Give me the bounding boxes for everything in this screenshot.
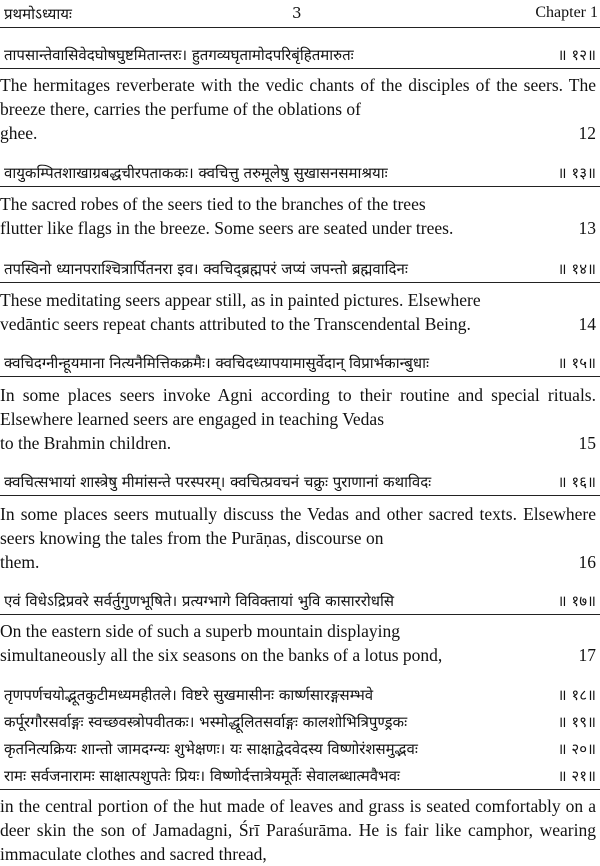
verse-divider	[0, 495, 600, 496]
translation-text: flutter like flags in the breeze. Some seers are seated under trees.	[0, 218, 454, 238]
verse-line	[0, 350, 600, 376]
translation	[0, 794, 596, 866]
verse-number: ॥ २१॥	[557, 767, 596, 785]
translation	[0, 288, 596, 336]
translation-text: These meditating seers appear still, as in painted pictures. Elsewhere	[0, 290, 481, 310]
verse-line	[0, 736, 600, 762]
header-divider	[0, 27, 600, 28]
verse-number: ॥ १२॥	[557, 46, 596, 64]
verse-text: कृतनित्यक्रियः शान्तो जामदग्न्यः शुभेक्षणः। यः साक्षाद्वेदवेदस्य विष्णोरंशसमुद्भवः	[4, 740, 418, 758]
translation-last-line	[0, 312, 596, 336]
verse-number: ॥ २०॥	[557, 740, 596, 758]
chapter-title-sanskrit: प्रथमोऽध्यायः	[4, 5, 72, 23]
translation-text: them.	[0, 552, 40, 572]
verse-divider	[0, 614, 600, 615]
verse-number: ॥ १४॥	[557, 260, 596, 278]
translation	[0, 619, 596, 667]
translation	[0, 73, 596, 145]
verse-text: वायुकम्पितशाखाग्रबद्धचीरपताककः। क्वचित्तु तरुमूलेषु सुखासनसमाश्रयाः	[4, 164, 388, 182]
verse-number: ॥ १८॥	[557, 686, 596, 704]
translation-text: In some places seers invoke Agni according to their routine and special rituals. Elsewhere learned seers are engaged in teaching Vedas	[0, 385, 596, 429]
translation-last-line	[0, 121, 596, 145]
translation-ref: 13	[578, 218, 596, 238]
verse-divider	[0, 68, 600, 69]
translation-last-line	[0, 550, 596, 574]
verse-divider	[0, 186, 600, 187]
translation-text: vedāntic seers repeat chants attributed to the Transcendental Being.	[0, 314, 471, 334]
verse-number: ॥ १९॥	[557, 713, 596, 731]
translation-ref: 17	[578, 645, 596, 665]
verse-text: कर्पूरगौरसर्वाङ्गः स्वच्छवस्त्रोपवीतकः। भस्मोद्धूलितसर्वाङ्गः कालशोभित्रिपुण्ड्रकः	[4, 713, 408, 731]
translation-last-line	[0, 431, 596, 455]
translation-ref: 12	[578, 123, 596, 143]
verse-line	[0, 588, 600, 614]
translation-ref: 14	[578, 314, 596, 334]
translation	[0, 502, 596, 574]
verse-text: तृणपर्णचयोद्भूतकुटीमध्यमहीतले। विष्टरे सुखमासीनः कार्ष्णसारङ्गसम्भवे	[4, 686, 374, 704]
translation	[0, 383, 596, 455]
translation-last-line	[0, 216, 596, 240]
verse-line	[0, 682, 600, 708]
translation-text: simultaneously all the six seasons on the banks of a lotus pond,	[0, 645, 443, 665]
page-number: 3	[292, 4, 302, 22]
translation	[0, 192, 596, 240]
verse-divider	[0, 789, 600, 790]
translation-text: In some places seers mutually discuss the Vedas and other sacred texts. Elsewhere seers knowing the tales from the Purāṇas, discourse on	[0, 504, 596, 548]
verse-text: तापसान्तेवासिवेदघोषघुष्टमितान्तरः। हुतगव्यघृतामोदपरिबृंहितमारुतः	[4, 46, 354, 64]
verse-number: ॥ १५॥	[557, 354, 596, 372]
page-header	[0, 0, 600, 26]
verse-text: क्वचिदग्नीन्हूयमाना नित्यनैमित्तिकक्रमैः। क्वचिदध्यापयामासुर्वेदान् विप्रार्भकान्बुधाः	[4, 354, 429, 372]
translation-ref: 15	[578, 433, 596, 453]
verse-text: रामः सर्वजनारामः साक्षात्पशुपतेः प्रियः। विष्णोर्दत्तात्रेयमूर्तेः सेवालब्धात्मवैभवः	[4, 767, 400, 785]
verse-line	[0, 709, 600, 735]
chapter-label: Chapter 1	[535, 4, 598, 21]
verse-divider	[0, 376, 600, 377]
translation-ref: 16	[578, 552, 596, 572]
translation-last-line	[0, 643, 596, 667]
translation-text: in the central portion of the hut made of leaves and grass is seated comfortably on a deer skin the son of Jamadagni, Śrī Paraśurāma. He is fair like camphor, wearing immaculate clothes and sacred thread,	[0, 796, 596, 864]
verse-text: तपस्विनो ध्यानपराश्चित्रार्पितनरा इव। क्वचिद्ब्रह्मपरं जप्यं जपन्तो ब्रह्मवादिनः	[4, 260, 408, 278]
translation-text: The sacred robes of the seers tied to the branches of the trees	[0, 194, 426, 214]
translation-text: The hermitages reverberate with the vedic chants of the disciples of the seers. The breeze there, carries the perfume of the oblations of	[0, 75, 596, 119]
verse-number: ॥ १६॥	[557, 473, 596, 491]
translation-text: On the eastern side of such a superb mountain displaying	[0, 621, 400, 641]
verse-line	[0, 469, 600, 495]
verse-text: एवं विधेऽद्रिप्रवरे सर्वर्तुगुणभूषिते। प्रत्यग्भागे विविक्तायां भुवि कासाररोधसि	[4, 592, 395, 610]
verse-divider	[0, 282, 600, 283]
verse-number: ॥ १७॥	[557, 592, 596, 610]
verse-line	[0, 256, 600, 282]
verse-line	[0, 42, 600, 68]
verse-line	[0, 763, 600, 789]
verse-number: ॥ १३॥	[557, 164, 596, 182]
verse-text: क्वचित्सभायां शास्त्रेषु मीमांसन्ते परस्परम्। क्वचित्प्रवचनं चक्रुः पुराणानां कथाविदः	[4, 473, 432, 491]
translation-text: ghee.	[0, 123, 38, 143]
translation-text: to the Brahmin children.	[0, 433, 172, 453]
verse-line	[0, 160, 600, 186]
